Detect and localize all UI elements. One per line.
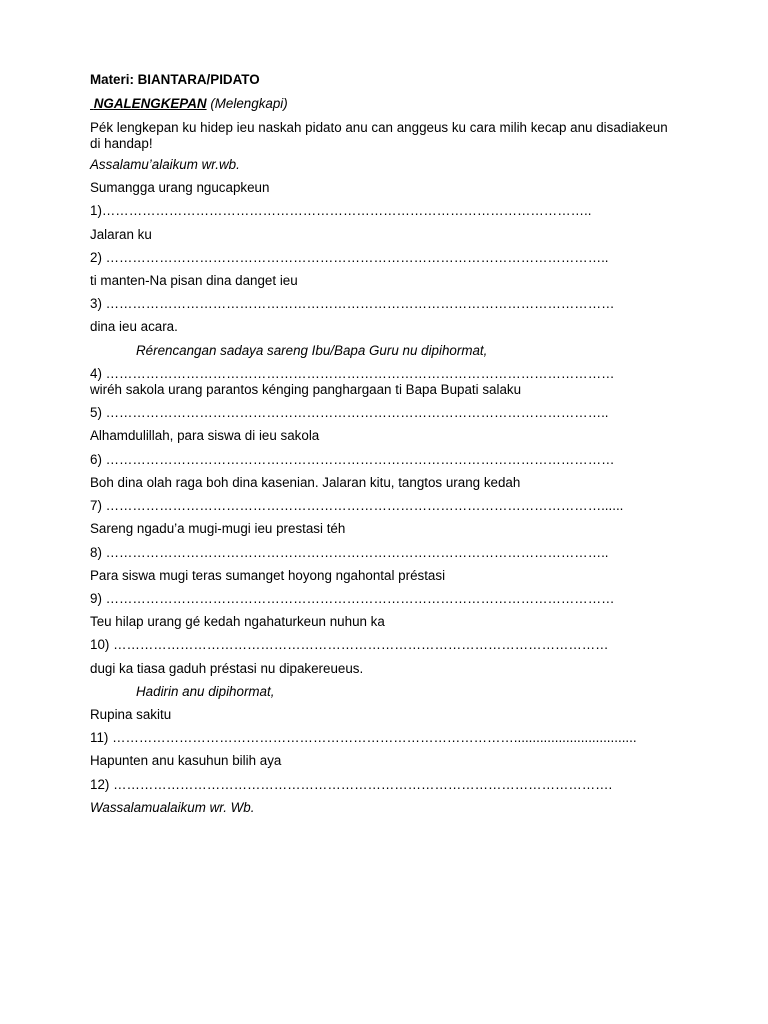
blank-line-9: 9) ……………………………………………………………………………………………………	[90, 591, 615, 606]
blank-line-11: 11) ……………………………………………………………………………….................................	[90, 730, 637, 745]
speech-line: Sareng ngadu’a mugi-mugi ieu prestasi téh	[90, 521, 346, 536]
opening-greeting: Assalamu’alaikum wr.wb.	[90, 157, 240, 172]
speech-line: Boh dina olah raga boh dina kasenian. Jalaran kitu, tangtos urang kedah	[90, 475, 521, 490]
speech-line: Sumangga urang ngucapkeun	[90, 180, 270, 195]
blank-line-1: 1)………………………………………………………………………………………………..	[90, 203, 592, 218]
page-title: Materi: BIANTARA/PIDATO	[90, 72, 260, 87]
speech-line: Para siswa mugi teras sumanget hoyong ngahontal préstasi	[90, 568, 446, 583]
speech-line: Rupina sakitu	[90, 707, 172, 722]
speech-line: dina ieu acara.	[90, 319, 178, 334]
audience-greeting: Rérencangan sadaya sareng Ibu/Bapa Guru nu dipihormat,	[136, 343, 488, 358]
speech-line: dugi ka tiasa gaduh préstasi nu dipakereueus.	[90, 661, 364, 676]
closing-greeting: Wassalamualaikum wr. Wb.	[90, 800, 255, 815]
speech-line: Jalaran ku	[90, 227, 152, 242]
audience-greeting: Hadirin anu dipihormat,	[136, 684, 275, 699]
blank-line-3: 3) ……………………………………………………………………………………………………	[90, 296, 615, 311]
blank-line-10: 10) …………………………………………………………………………………………………	[90, 637, 609, 652]
blank-line-4: 4) ……………………………………………………………………………………………………	[90, 366, 615, 381]
blank-line-6: 6) ……………………………………………………………………………………………………	[90, 452, 615, 467]
instruction-text: Pék lengkepan ku hidep ieu naskah pidato anu can anggeus ku cara milih kecap anu disadiakeun di handap!	[90, 120, 668, 151]
blank-line-2: 2) …………………………………………………………………………………………………..	[90, 250, 609, 265]
blank-line-8: 8) …………………………………………………………………………………………………..	[90, 545, 609, 560]
speech-line: Hapunten anu kasuhun bilih aya	[90, 753, 282, 768]
blank-line-7: 7) …………………………………………………………………………………………………......	[90, 498, 624, 513]
speech-line: ti manten-Na pisan dina danget ieu	[90, 273, 298, 288]
speech-line: Alhamdulillah, para siswa di ieu sakola	[90, 428, 320, 443]
blank-line-12: 12) ………………………………………………………………………………………………….	[90, 777, 613, 792]
section-heading	[90, 96, 288, 112]
section-heading-main: NGALENGKEPAN	[93, 96, 207, 111]
blank-line-5: 5) …………………………………………………………………………………………………..	[90, 405, 609, 420]
speech-line: Teu hilap urang gé kedah ngahaturkeun nuhun ka	[90, 614, 385, 629]
section-heading-sub: (Melengkapi)	[210, 96, 288, 111]
speech-line: wiréh sakola urang parantos kénging panghargaan ti Bapa Bupati salaku	[90, 382, 522, 397]
